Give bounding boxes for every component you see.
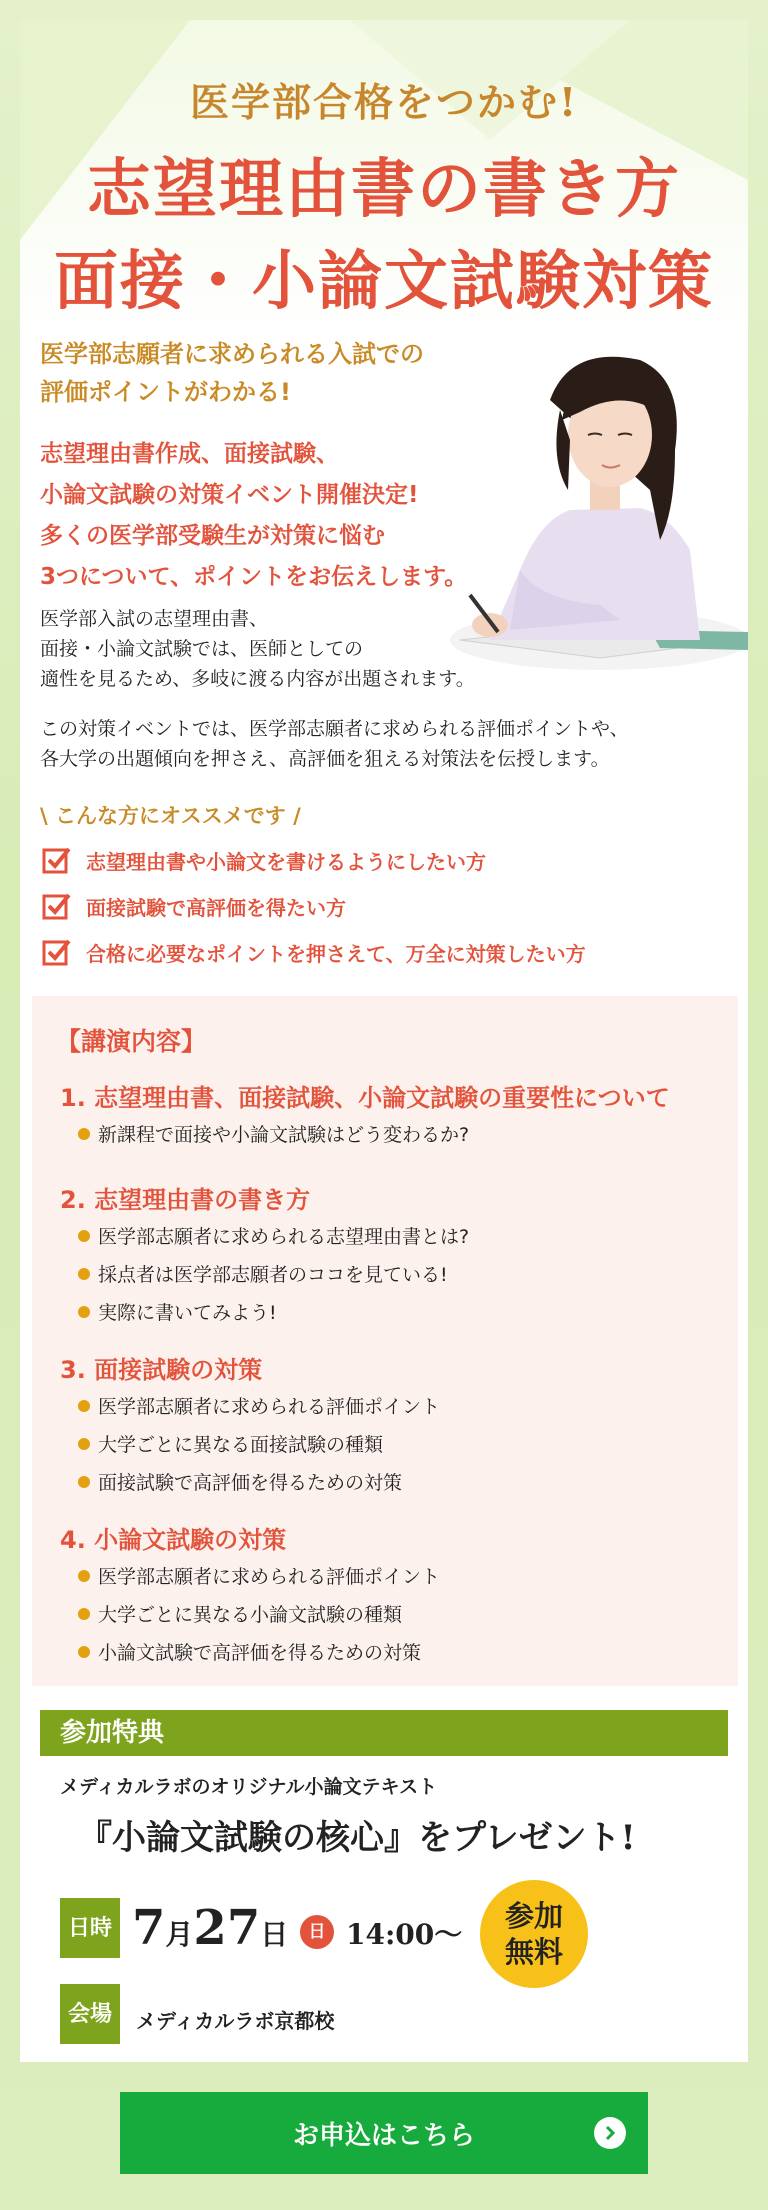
bullet-dot	[78, 1306, 90, 1318]
hero-lead-line: 評価ポイントがわかる!	[40, 378, 291, 406]
intro-paragraph-1	[40, 604, 720, 694]
lecture-bullet-text: 大学ごとに異なる面接試験の種類	[98, 1434, 384, 1456]
checkbox-icon	[42, 845, 72, 875]
lecture-bullet	[78, 1430, 383, 1457]
bullet-dot	[78, 1268, 90, 1280]
apply-button-label: お申込はこちら	[292, 2120, 475, 2151]
lecture-bullet	[78, 1392, 440, 1419]
recommend-item	[42, 844, 486, 876]
paragraph-line: 適性を見るため、多岐に渡る内容が出題されます。	[40, 668, 475, 690]
bullet-dot	[78, 1570, 90, 1582]
announcement-line: 小論文試験の対策イベント開催決定!	[40, 482, 419, 508]
hero-lead-line: 医学部志願者に求められる入試での	[40, 340, 424, 368]
lecture-bullet	[78, 1600, 402, 1627]
lecture-bullet	[78, 1298, 277, 1325]
recommend-item-text: 合格に必要なポイントを押さえて、万全に対策したい方	[86, 941, 586, 966]
bullet-dot	[78, 1438, 90, 1450]
benefit-subtitle: メディカルラボのオリジナル小論文テキスト	[60, 1776, 438, 1798]
date-month: 7	[132, 1900, 166, 1956]
bullet-dot	[78, 1476, 90, 1488]
lecture-bullet	[78, 1638, 421, 1665]
bullet-dot	[78, 1646, 90, 1658]
paragraph-line: 各大学の出題傾向を押さえ、高評価を狙える対策法を伝授します。	[40, 748, 610, 770]
event-venue: メディカルラボ京都校	[136, 2009, 335, 2033]
lecture-bullet-text: 面接試験で高評価を得るための対策	[98, 1472, 403, 1494]
date-label: 日時	[60, 1898, 120, 1958]
page-title-line1: 志望理由書の書き方	[87, 152, 681, 227]
weekday-badge: 日	[300, 1915, 334, 1949]
event-announcement	[40, 434, 520, 598]
lecture-section-heading: 1. 志望理由書、面接試験、小論文試験の重要性について	[60, 1084, 670, 1112]
page-title-line2: 面接・小論文試験対策	[54, 244, 714, 319]
free-badge-line: 参加	[504, 1899, 563, 1933]
bullet-dot	[78, 1608, 90, 1620]
chevron-right-icon	[594, 2117, 626, 2149]
date-month-unit: 月	[165, 1918, 194, 1951]
lecture-panel	[32, 996, 738, 1686]
apply-button[interactable]	[120, 2092, 648, 2174]
announcement-line: 志望理由書作成、面接試験、	[40, 441, 339, 467]
checkbox-icon	[42, 891, 72, 921]
recommend-item	[42, 890, 346, 922]
event-time: 14:00〜	[346, 1918, 463, 1951]
lecture-section-heading: 4. 小論文試験の対策	[60, 1526, 287, 1554]
event-date	[132, 1900, 288, 1956]
lecture-bullet	[78, 1468, 402, 1495]
lecture-section-heading: 2. 志望理由書の書き方	[60, 1186, 311, 1214]
paragraph-line: この対策イベントでは、医学部志願者に求められる評価ポイントや、	[40, 718, 629, 740]
date-day-unit: 日	[260, 1918, 289, 1951]
lecture-bullet-text: 実際に書いてみよう!	[98, 1302, 277, 1324]
lecture-bullet-text: 採点者は医学部志願者のココを見ている!	[98, 1264, 448, 1286]
announcement-line: 3つについて、ポイントをお伝えします。	[40, 564, 468, 590]
lecture-bullet-text: 小論文試験で高評価を得るための対策	[98, 1642, 422, 1664]
free-badge-line: 無料	[504, 1935, 563, 1969]
lecture-bullet	[78, 1260, 448, 1287]
checkbox-icon	[42, 937, 72, 967]
benefit-title: 『小論文試験の核心』をプレゼント!	[78, 1818, 636, 1858]
lecture-bullet	[78, 1562, 440, 1589]
announcement-line: 多くの医学部受験生が対策に悩む	[40, 523, 385, 549]
hero-eyebrow: 医学部合格をつかむ!	[189, 80, 579, 126]
recommend-item	[42, 936, 586, 968]
benefit-bar: 参加特典	[40, 1710, 728, 1756]
lecture-bullet-text: 医学部志願者に求められる志望理由書とは?	[98, 1226, 470, 1248]
free-badge	[480, 1880, 588, 1988]
bullet-dot	[78, 1230, 90, 1242]
lecture-section-heading: 3. 面接試験の対策	[60, 1356, 263, 1384]
recommend-heading: \ こんな方にオススメです /	[40, 804, 301, 828]
bullet-dot	[78, 1400, 90, 1412]
paragraph-line: 医学部入試の志望理由書、	[40, 608, 269, 630]
paragraph-line: 面接・小論文試験では、医師としての	[40, 638, 364, 660]
lecture-title: 【講演内容】	[56, 1027, 207, 1056]
lecture-bullet-text: 医学部志願者に求められる評価ポイント	[98, 1566, 441, 1588]
lecture-bullet	[78, 1120, 469, 1147]
lecture-bullet	[78, 1222, 469, 1249]
lecture-bullet-text: 医学部志願者に求められる評価ポイント	[98, 1396, 441, 1418]
venue-label: 会場	[60, 1984, 120, 2044]
lecture-bullet-text: 大学ごとに異なる小論文試験の種類	[98, 1604, 403, 1626]
date-day: 27	[193, 1900, 261, 1956]
content-card	[20, 20, 748, 2062]
lecture-bullet-text: 新課程で面接や小論文試験はどう変わるか?	[98, 1124, 470, 1146]
bullet-dot	[78, 1128, 90, 1140]
intro-paragraph-2	[40, 714, 720, 774]
recommend-item-text: 志望理由書や小論文を書けるようにしたい方	[86, 849, 486, 874]
hero-lead	[40, 335, 520, 411]
recommend-item-text: 面接試験で高評価を得たい方	[86, 895, 346, 920]
